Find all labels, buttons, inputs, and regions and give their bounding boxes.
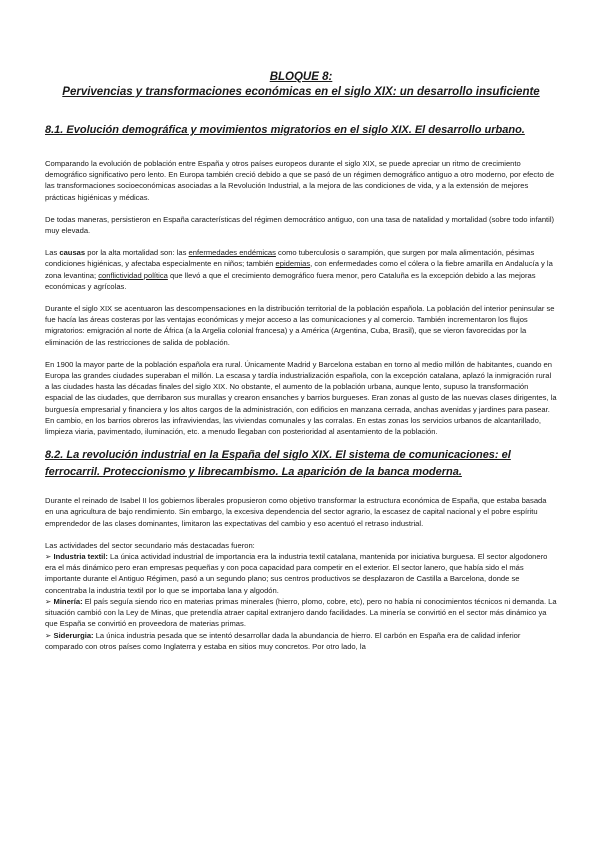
list-item-siderurgia: ➢ Siderurgia: La única industria pesada que se intentó desarrollar dada la abundancia de hierro. El carbón en España era de calidad inferior comparado con otros países como Inglaterra y estaba en sitios muy concretos. Por otro lado, la [45, 630, 521, 651]
document-page [45, 70, 557, 652]
arrow-bullet-icon: ➢ [45, 630, 52, 640]
arrow-bullet-icon: ➢ [45, 596, 52, 606]
list-item-mineria: ➢ Minería: El país seguía siendo rico en materias primas minerales (hierro, plomo, cobre, etc), pero no había ni conocimientos técnicos ni demanda. La situación cambió con la Ley de Minas, que pretendía atraer capital extranjero dando facilidades. La minería se convirtió en el sector más dinámico ya que España se convirtió en proveedora de materias primas. [45, 596, 557, 629]
section-1-heading: 8.1. Evolución demográfica y movimientos migratorios en el siglo XIX. El desarrollo urbano. [45, 124, 525, 136]
title-line-2: Pervivencias y transformaciones económicas en el siglo XIX: un desarrollo insuficiente [62, 86, 540, 98]
paragraph: En 1900 la mayor parte de la población española era rural. Únicamente Madrid y Barcelona estaban en torno al medio millón de habitantes, cuando en Europa las grandes ciudades superaban el millón. La escasa y tardía industrialización española, con la excepción catalana, aplazó la inmigración rural a las ciudades hasta las décadas finales del siglo XIX. No obstante, el aumento de la población urbana, aunque lento, supuso la transformación espacial de las ciudades, que derribaron sus murallas y crearon ensanches y barrios burgueses. Eran zonas al gusto de las nuevas clases dirigentes, la burguesía empresarial y financiera y los altos cargos de la administración, con edificios en manzana cerrada, anchas avenidas y jardines para pasear. En cambio, en los barrios obreros las infraviviendas, las viviendas comunales y las corralas. En estas zonas los servicios urbanos de alcantarillado, limpieza viaria, pavimentado, iluminación, etc. a menudo llegaban con posterioridad al asentamiento de la población. [45, 359, 557, 437]
underlined-term: enfermedades endémicas [188, 248, 276, 258]
underlined-term: epidemias [275, 259, 311, 269]
arrow-bullet-icon: ➢ [45, 552, 52, 562]
emphasis-causas: causas [59, 248, 86, 258]
title-line-1: BLOQUE 8: [269, 71, 333, 83]
underlined-term: conflictividad política [98, 270, 168, 280]
section-2-heading: 8.2. La revolución industrial en la España del siglo XIX. El sistema de comunicaciones: el ferrocarril. Proteccionismo y librecambismo. La aparición de la banca moderna. [45, 449, 511, 479]
paragraph: Las actividades del sector secundario más destacadas fueron: [45, 540, 255, 550]
list-item-textil: ➢ Industria textil: La única actividad industrial de importancia era la industria textil catalana, mantenida por iniciativa burguesa. El sector algodonero era el más dinámico pero eran empresas pequeñas y con poca capacidad para competir en el exterior. El sector lanero, que había sido el más importante durante el Antiguo Régimen, pasó a un segundo plano; sus centros productivos se desplazaron de Castilla a Barcelona, donde se concentraba la industria textil por lo que se importaba lana y algodón. [45, 552, 548, 595]
paragraph: Las causas por la alta mortalidad son: las enfermedades endémicas como tuberculosis o sarampión, que surgen por mala alimentación, pésimas condiciones higiénicas, y afectaba especialmente en niños; también epidemias, con enfermedades como el cólera o la fiebre amarilla en Andalucía y la zona levantina; conflictividad política que llevó a que el crecimiento demográfico fuera menor, pero Cataluña es la excepción debido a las mejoras económicas y agrícolas. [45, 248, 553, 291]
paragraph: Durante el reinado de Isabel II los gobiernos liberales propusieron como objetivo transformar la estructura económica de España, que estaba basada en una agricultura de bajo rendimiento. Sin embargo, la excesiva dependencia del sector agrario, la escasez de capital nacional y el pobre espíritu emprendedor de las clases dominantes, limitaron las expectativas del cambio y eso acentuó el retraso industrial. [45, 496, 547, 528]
paragraph: De todas maneras, persistieron en España características del régimen democrático antiguo, con una tasa de natalidad y mortalidad (sobre todo infantil) muy elevada. [45, 214, 555, 236]
document-title [45, 70, 557, 100]
paragraph: Durante el siglo XIX se acentuaron las descompensaciones en la distribución territorial de la población española. La población del interior peninsular se fue hacía las áreas costeras por las ventajas económicas y mejor acceso a las comunicaciones y al comercio. También incrementaron los flujos migratorios: emigración al norte de África (a la Argelia colonial francesa) y a América (Argentina, Cuba, Brasil), que se vieron favorecidas por la eliminación de las restricciones de salida de población. [45, 304, 555, 347]
paragraph: Comparando la evolución de población entre España y otros países europeos durante el siglo XIX, se puede apreciar un ritmo de crecimiento demográfico significativo pero lento. En Europa también creció debido a que se pasó de un régimen demográfico antiguo a otro moderno, por efecto de las transformaciones socioeconómicas asociadas a la Revolución Industrial, a la mejora de las condiciones de vida, y a la extensión de mejores prácticas higiénicas y médicas. [45, 159, 555, 202]
